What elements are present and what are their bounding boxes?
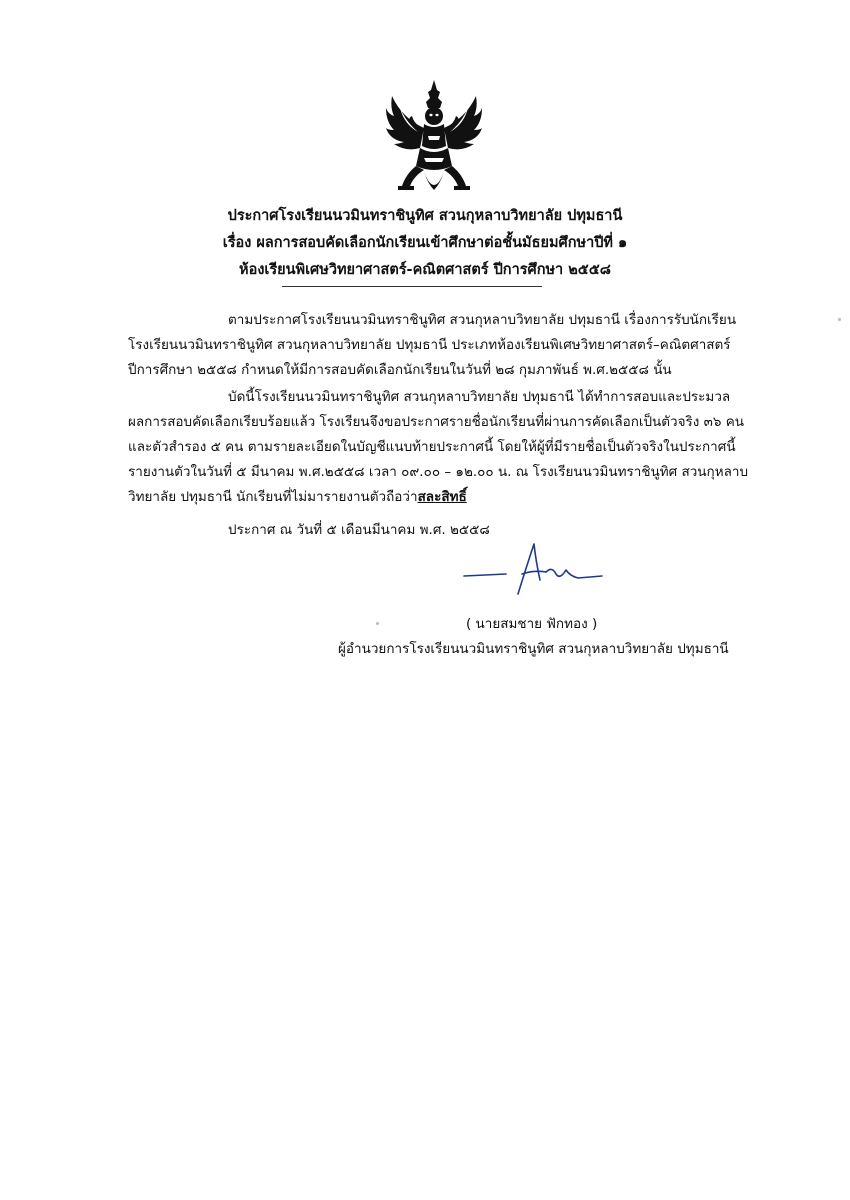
paragraph-1-line-2: โรงเรียนนวมินทราชินูทิศ สวนกุหลาบวิทยาลัย ปทุมธานี ประเภทห้องเรียนพิเศษวิทยาศาสตร์–คณิตศาสตร์ bbox=[128, 337, 731, 353]
scan-speck bbox=[376, 622, 379, 625]
header-divider bbox=[282, 286, 542, 287]
announcement-date: ประกาศ ณ วันที่ ๕ เดือนมีนาคม พ.ศ. ๒๕๕๘ bbox=[228, 522, 490, 538]
paragraph-2-line-3: และตัวสำรอง ๕ คน ตามรายละเอียดในบัญชีแนบท้ายประกาศนี้ โดยให้ผู้ที่มีรายชื่อเป็นตัวจริงในประกาศนี้ bbox=[128, 439, 736, 455]
announcement-title: ประกาศโรงเรียนนวมินทราชินูทิศ สวนกุหลาบวิทยาลัย ปทุมธานี bbox=[227, 208, 623, 224]
signer-position: ผู้อำนวยการโรงเรียนนวมินทราชินูทิศ สวนกุหลาบวิทยาลัย ปทุมธานี bbox=[338, 641, 729, 657]
paragraph-2-line-1: บัดนี้โรงเรียนนวมินทราชินูทิศ สวนกุหลาบวิทยาลัย ปทุมธานี ได้ทำการสอบและประมวล bbox=[228, 389, 731, 405]
signer-name: ( นายสมชาย ฟักทอง ) bbox=[466, 616, 598, 632]
scan-speck bbox=[838, 318, 841, 321]
paragraph-1-line-1: ตามประกาศโรงเรียนนวมินทราชินูทิศ สวนกุหลาบวิทยาลัย ปทุมธานี เรื่องการรับนักเรียน bbox=[228, 312, 737, 328]
announcement-subject: เรื่อง ผลการสอบคัดเลือกนักเรียนเข้าศึกษาต่อชั้นมัธยมศึกษาปีที่ ๑ bbox=[222, 235, 628, 251]
paragraph-2-line-5-text: วิทยาลัย ปทุมธานี นักเรียนที่ไม่มารายงานตัวถือว่า bbox=[128, 489, 418, 505]
paragraph-2-line-2: ผลการสอบคัดเลือกเรียบร้อยแล้ว โรงเรียนจึงขอประกาศรายชื่อนักเรียนที่ผ่านการคัดเลือกเป็นตัวจริง ๓๖ คน bbox=[128, 414, 745, 430]
paragraph-2-line-5 bbox=[128, 485, 467, 507]
announcement-program-year: ห้องเรียนพิเศษวิทยาศาสตร์-คณิตศาสตร์ ปีการศึกษา ๒๕๕๘ bbox=[239, 262, 611, 278]
garuda-emblem-icon bbox=[384, 78, 484, 200]
paragraph-2-line-4: รายงานตัวในวันที่ ๕ มีนาคม พ.ศ.๒๕๕๘ เวลา ๐๙.๐๐ – ๑๒.๐๐ น. ณ โรงเรียนนวมินทราชินูทิศ สวนกุหลาบ bbox=[128, 464, 749, 480]
forfeit-word: สละสิทธิ์ bbox=[417, 489, 467, 505]
signature-icon bbox=[462, 540, 612, 600]
paragraph-1-line-3: ปีการศึกษา ๒๕๕๘ กำหนดให้มีการสอบคัดเลือกนักเรียนในวันที่ ๒๘ กุมภาพันธ์ พ.ศ.๒๕๕๘ นั้น bbox=[128, 362, 672, 378]
